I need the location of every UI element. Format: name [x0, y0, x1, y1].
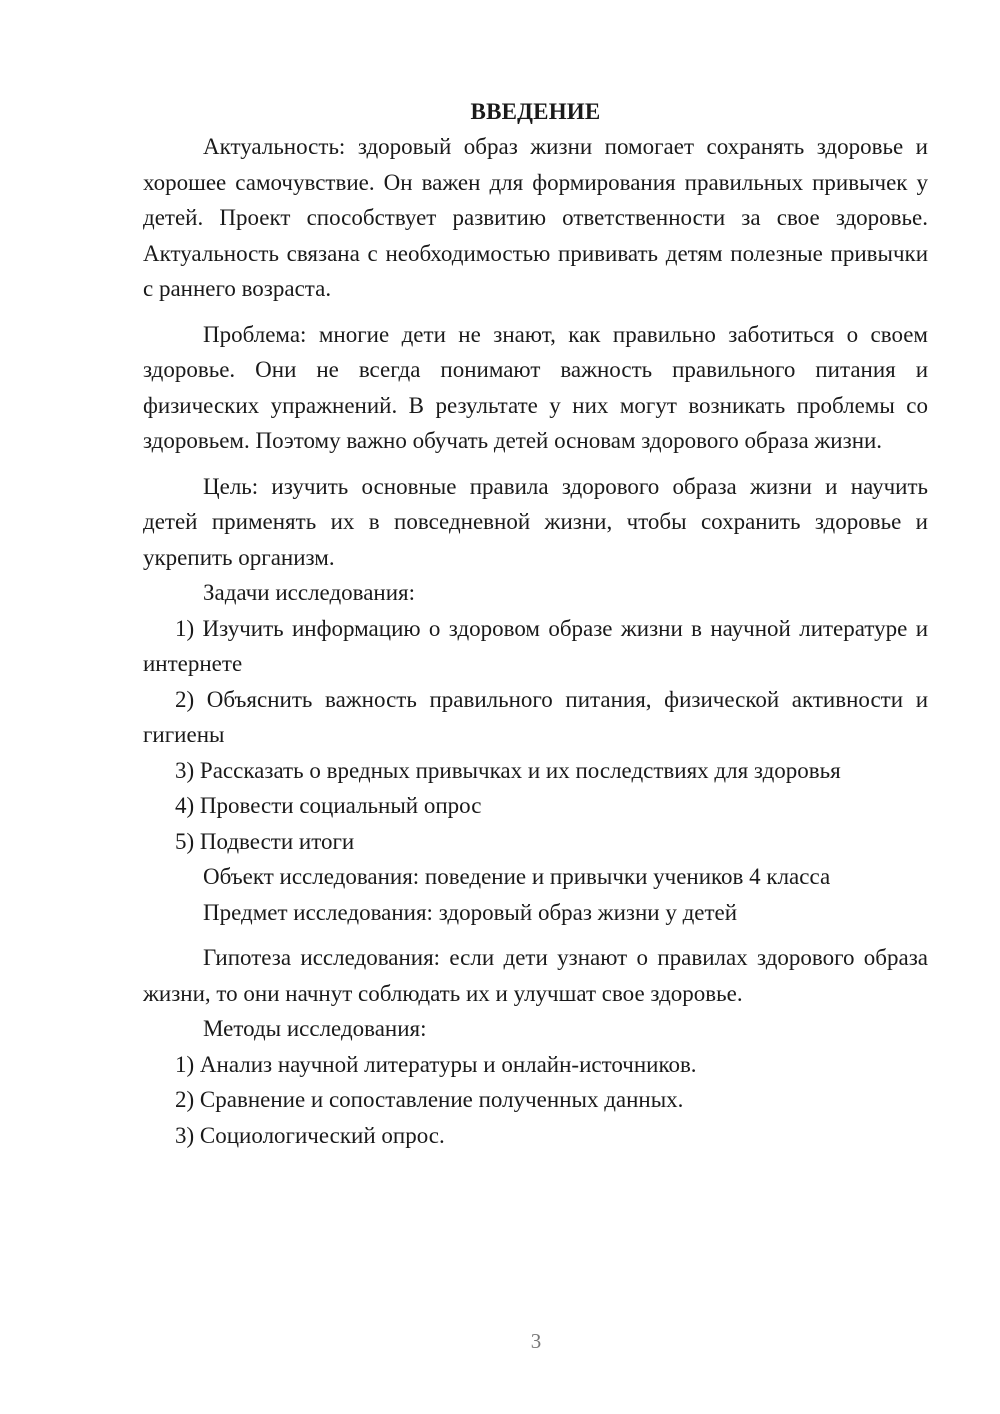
- problem-paragraph: Проблема: многие дети не знают, как правильно заботиться о своем здоровье. Они не всегда понимают важность правильного питания и физических упражнений. В результате у них могут возникать проблемы со здоровьем. Поэтому важно обучать детей основам здорового образа жизни.: [143, 321, 928, 453]
- goal-paragraph: Цель: изучить основные правила здорового образа жизни и научить детей применять их в повседневной жизни, чтобы сохранить здоровье и укрепить организм.: [143, 473, 928, 570]
- object-paragraph: Объект исследования: поведение и привычки учеников 4 класса: [203, 864, 831, 889]
- task-item: 3) Рассказать о вредных привычках и их последствиях для здоровья: [175, 757, 841, 783]
- relevance-paragraph: Актуальность: здоровый образ жизни помогает сохранять здоровье и хорошее самочувствие. Он важен для формирования правильных привычек у детей. Проект способствует развитию ответственности за свое здоровье. Актуальность связана с необходимостью прививать детям полезные привычки с раннего возраста.: [143, 134, 928, 301]
- subject-paragraph: Предмет исследования: здоровый образ жизни у детей: [203, 899, 738, 925]
- task-item: 5) Подвести итоги: [175, 828, 355, 854]
- page-number: 3: [530, 1329, 542, 1353]
- method-item: 3) Социологический опрос.: [175, 1122, 445, 1148]
- method-item: 2) Сравнение и сопоставление полученных данных.: [175, 1087, 684, 1112]
- task-item: 4) Провести социальный опрос: [175, 793, 482, 818]
- hypothesis-paragraph: Гипотеза исследования: если дети узнают о правилах здорового образа жизни, то они начнут соблюдать их и улучшат свое здоровье.: [143, 945, 928, 1006]
- methods-heading: Методы исследования:: [203, 1016, 427, 1041]
- task-item: 2) Объяснить важность правильного питания, физической активности и гигиены: [143, 686, 928, 747]
- method-item: 1) Анализ научной литературы и онлайн-источников.: [175, 1051, 697, 1077]
- tasks-heading: Задачи исследования:: [203, 580, 416, 605]
- task-item: 1) Изучить информацию о здоровом образе жизни в научной литературе и интернете: [143, 615, 928, 676]
- page-content: [143, 94, 928, 1153]
- section-title: ВВЕДЕНИЕ: [470, 99, 601, 124]
